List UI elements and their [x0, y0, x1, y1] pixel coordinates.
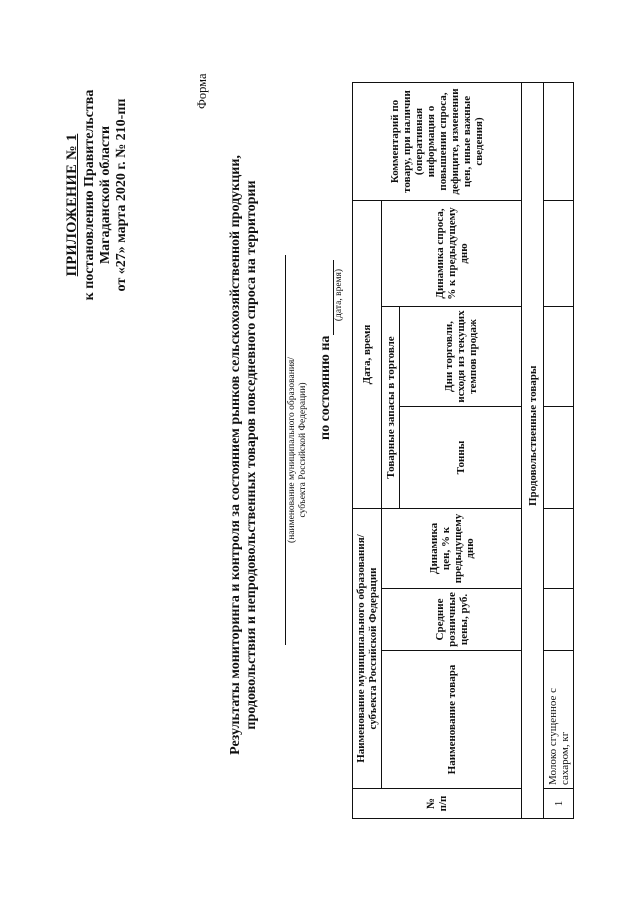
row-num: 1 [544, 789, 574, 819]
header-municipal-group: Наименование муниципального образования/ субъекта Российской Федерации [353, 509, 382, 789]
row-tons [544, 407, 574, 509]
header-price-dynamics: Динамика цен, % к предыдущему дню [382, 509, 522, 589]
row-avg-price [544, 589, 574, 651]
header-row-1 [353, 83, 382, 819]
monitoring-table [352, 82, 574, 819]
row-demand-dynamics [544, 201, 574, 307]
appendix-line-1: к постановлению Правительства [82, 89, 97, 301]
header-date-group: Дата, время [353, 201, 382, 509]
subject-caption [287, 295, 309, 605]
date-caption: (дата, время) [334, 268, 344, 322]
table-row [544, 83, 574, 819]
header-stock-group: Товарные запасы в торговле [382, 307, 400, 509]
subject-caption-line-1: (наименование муниципального образования/ [287, 357, 297, 543]
document-title-line-2: продовольствия и непродовольственных товаров повседневного спроса на территории [244, 180, 259, 730]
row-product-name: Молоко сгущенное с сахаром, кг [544, 651, 574, 789]
appendix-line-2: Магаданской области [98, 125, 113, 265]
row-trade-days [544, 307, 574, 407]
form-label: Форма [195, 73, 209, 109]
subject-blank-line [284, 255, 286, 645]
row-price-dynamics [544, 509, 574, 589]
status-date-label: по состоянию на [318, 335, 333, 440]
section-spacer [522, 789, 544, 819]
document-title [228, 85, 260, 825]
subject-caption-line-2: субъекта Российской Федерации) [298, 382, 308, 518]
header-tons: Тонны [400, 407, 522, 509]
header-comment: Комментарий по товару, при наличии (оперативная информация о повышении спроса, дефиците, изменении цен, иные важные сведения) [353, 83, 522, 201]
section-food-label: Продовольственные товары [522, 83, 544, 789]
header-demand-dynamics: Динамика спроса, % к предыдущему дню [382, 201, 522, 307]
header-avg-price: Средние розничные цены, руб. [382, 589, 522, 651]
document-title-line-1: Результаты мониторинга и контроля за состоянием рынков сельскохозяйственной продукции, [228, 155, 243, 755]
header-num: № п/п [353, 789, 522, 819]
header-trade-days: Дни торговли, исходя из текущих темпов продаж [400, 307, 522, 407]
appendix-line-3: от «27» марта 2020 г. № 210-пп [114, 98, 129, 292]
row-comment [544, 83, 574, 201]
section-row-food [522, 83, 544, 819]
appendix-title: ПРИЛОЖЕНИЕ № 1 [64, 133, 80, 277]
header-product-name: Наименование товара [382, 651, 522, 789]
